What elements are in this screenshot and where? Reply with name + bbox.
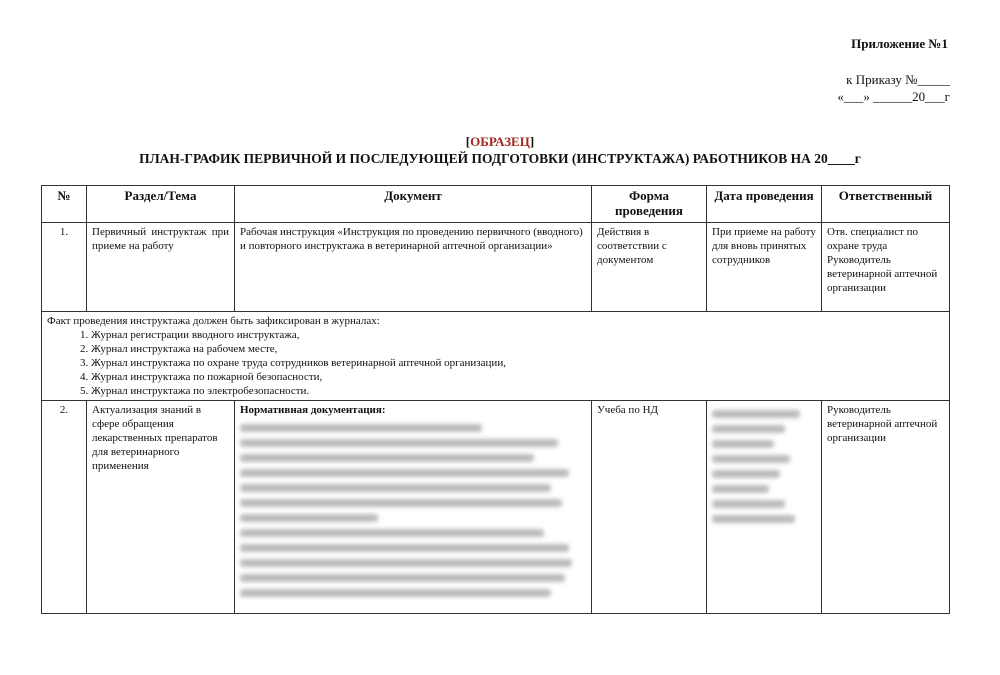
row-responsible: Руководитель ветеринарной аптечной организации	[822, 401, 950, 614]
sample-label	[0, 134, 1000, 150]
blurred-text	[240, 424, 586, 597]
sample-word: ОБРАЗЕЦ	[470, 134, 530, 149]
order-reference	[837, 71, 950, 105]
row-number: 1.	[42, 223, 87, 312]
document-title: ПЛАН-ГРАФИК ПЕРВИЧНОЙ И ПОСЛЕДУЮЩЕЙ ПОДГОТОВКИ (ИНСТРУКТАЖА) РАБОТНИКОВ НА 20____г	[139, 151, 861, 166]
column-header: Дата проведения	[707, 186, 822, 223]
row-topic: Актуализация знаний в сфере обращения лекарственных препаратов для ветеринарного применения	[87, 401, 235, 614]
journal-item: 2. Журнал инструктажа на рабочем месте,	[91, 342, 944, 356]
journal-item: 4. Журнал инструктажа по пожарной безопасности,	[91, 370, 944, 384]
schedule-table	[41, 185, 950, 614]
journal-item: 5. Журнал инструктажа по электробезопасности.	[91, 384, 944, 398]
column-header: Документ	[235, 186, 592, 223]
table-header-row	[42, 186, 950, 223]
appendix-label: Приложение №1	[851, 36, 948, 51]
row-document: Рабочая инструкция «Инструкция по проведению первичного (вводного) и повторного инструктажа в ветеринарной аптечной организации»	[235, 223, 592, 312]
journal-list	[47, 328, 944, 398]
row-form: Действия в соответствии с документом	[592, 223, 707, 312]
row-responsible: Отв. специалист по охране труда Руководитель ветеринарной аптечной организации	[822, 223, 950, 312]
row-number: 2.	[42, 401, 87, 614]
row-document	[235, 401, 592, 614]
row-document-heading: Нормативная документация:	[240, 404, 386, 416]
bracket: [	[465, 134, 471, 149]
journal-intro: Факт проведения инструктажа должен быть зафиксирован в журналах:	[47, 315, 380, 327]
column-header: Форма проведения	[592, 186, 707, 223]
row-topic: Первичный инструктаж при приеме на работу	[87, 223, 235, 312]
order-line-1: к Приказу №_____	[846, 72, 950, 87]
column-header: №	[42, 186, 87, 223]
journal-row	[42, 312, 950, 401]
journal-note	[42, 312, 950, 401]
journal-item: 1. Журнал регистрации вводного инструктажа,	[91, 328, 944, 342]
table-row	[42, 223, 950, 312]
row-date: При приеме на работу для вновь принятых сотрудников	[707, 223, 822, 312]
row-form: Учеба по НД	[592, 401, 707, 614]
column-header: Ответственный	[822, 186, 950, 223]
bracket: ]	[529, 134, 535, 149]
table-row	[42, 401, 950, 614]
column-header: Раздел/Тема	[87, 186, 235, 223]
row-date	[707, 401, 822, 614]
journal-item: 3. Журнал инструктажа по охране труда сотрудников ветеринарной аптечной организации,	[91, 356, 944, 370]
order-line-2: «___» ______20___г	[837, 89, 950, 104]
